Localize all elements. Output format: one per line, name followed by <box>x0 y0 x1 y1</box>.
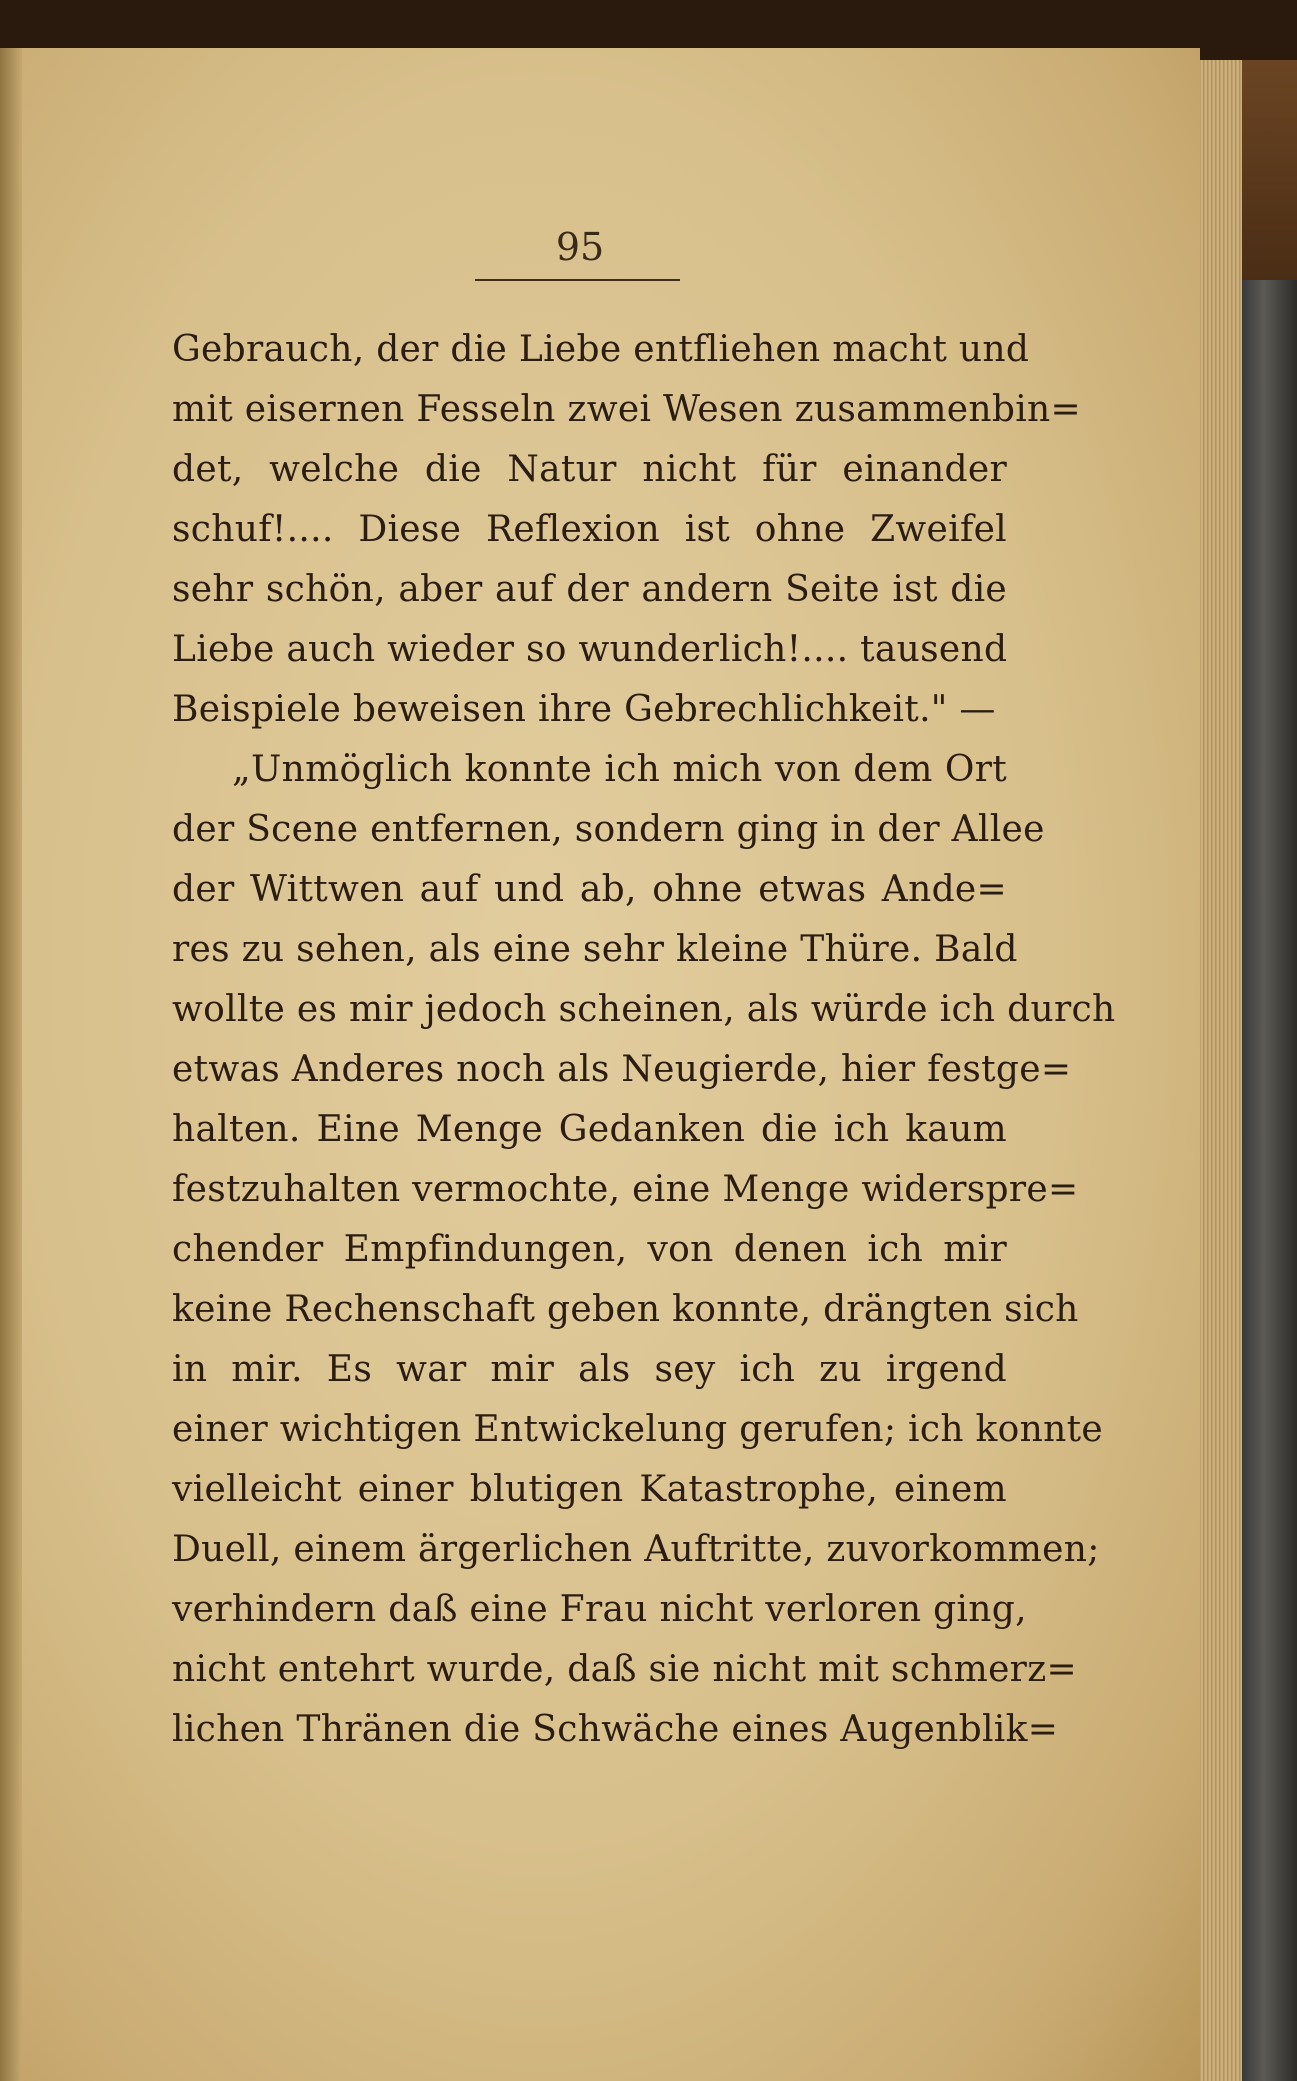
text-line: halten. Eine Menge Gedanken die ich kaum <box>172 1109 1007 1150</box>
text-line: nicht entehrt wurde, daß sie nicht mit schmerz= <box>172 1649 1077 1690</box>
text-line: in mir. Es war mir als sey ich zu irgend <box>172 1349 1007 1390</box>
text-line: der Wittwen auf und ab, ohne etwas Ande= <box>172 869 1007 910</box>
text-line: festzuhalten vermochte, eine Menge widerspre= <box>172 1169 1079 1210</box>
text-line: mit eisernen Fesseln zwei Wesen zusammenbin= <box>172 389 1081 430</box>
book-cover-leather <box>1242 60 1297 280</box>
header-rule <box>475 279 680 281</box>
text-line: etwas Anderes noch als Neugierde, hier festge= <box>172 1049 1072 1090</box>
text-line: res zu sehen, als eine sehr kleine Thüre. Bald <box>172 929 1018 970</box>
text-line: Beispiele beweisen ihre Gebrechlichkeit." — <box>172 689 996 730</box>
text-line: Duell, einem ärgerlichen Auftritte, zuvorkommen; <box>172 1529 1100 1570</box>
body-text <box>172 320 1116 1760</box>
text-line: vielleicht einer blutigen Katastrophe, einem <box>172 1469 1007 1510</box>
text-line: verhindern daß eine Frau nicht verloren ging, <box>172 1589 1027 1630</box>
text-line: chender Empfindungen, von denen ich mir <box>172 1229 1007 1270</box>
text-line: det, welche die Natur nicht für einander <box>172 449 1007 490</box>
text-line: lichen Thränen die Schwäche eines Augenblik= <box>172 1709 1059 1750</box>
text-line: Gebrauch, der die Liebe entfliehen macht und <box>172 329 1030 370</box>
text-line: sehr schön, aber auf der andern Seite ist die <box>172 569 1007 610</box>
text-line: Liebe auch wieder so wunderlich!.... tausend <box>172 629 1008 670</box>
text-line: einer wichtigen Entwickelung gerufen; ich konnte <box>172 1409 1103 1450</box>
page-edges <box>1200 60 1242 2081</box>
text-line: der Scene entfernen, sondern ging in der Allee <box>172 809 1045 850</box>
text-line: schuf!.... Diese Reflexion ist ohne Zweifel <box>172 509 1007 550</box>
text-line: keine Rechenschaft geben konnte, drängten sich <box>172 1289 1079 1330</box>
text-line: „Unmöglich konnte ich mich von dem Ort <box>232 749 1007 790</box>
book-cover-board <box>1242 280 1297 2081</box>
page-gutter <box>0 48 22 2081</box>
page-number: 95 <box>555 225 605 269</box>
text-line: wollte es mir jedoch scheinen, als würde ich durch <box>172 989 1116 1030</box>
